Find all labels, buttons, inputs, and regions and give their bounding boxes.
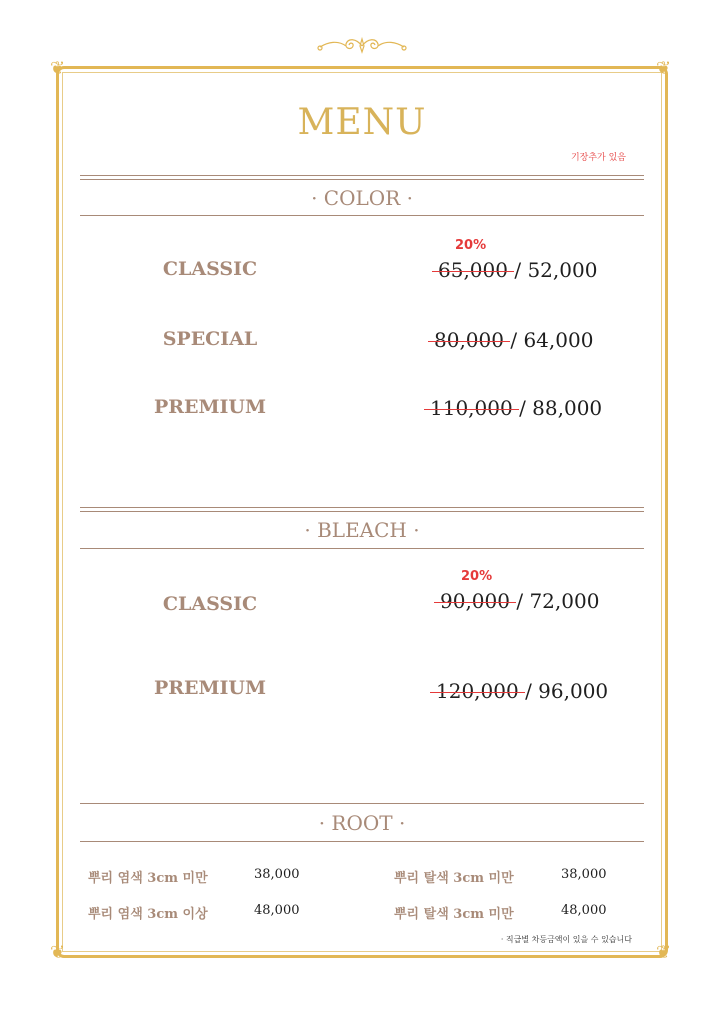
color-item-price bbox=[438, 258, 597, 282]
root-item-price: 38,000 bbox=[561, 867, 607, 882]
footnote: · 직급별 차등금액이 있을 수 있습니다 bbox=[500, 935, 632, 944]
color-discount-badge: 20% bbox=[455, 238, 487, 253]
bleach-item-price bbox=[436, 679, 608, 703]
color-item-price bbox=[430, 396, 602, 420]
new-price: / 88,000 bbox=[519, 396, 603, 420]
section-divider bbox=[80, 179, 644, 180]
corner-flourish-icon: ❦ bbox=[50, 942, 66, 963]
root-item-price: 48,000 bbox=[561, 903, 607, 918]
root-item-label: 뿌리 탈색 3cm 미만 bbox=[394, 907, 514, 922]
section-divider bbox=[80, 175, 644, 176]
root-item-label: 뿌리 염색 3cm 이상 bbox=[88, 907, 208, 922]
scroll-ornament-icon bbox=[312, 36, 412, 56]
section-divider bbox=[80, 215, 644, 216]
old-price: 110,000 bbox=[430, 396, 513, 420]
bleach-item-name: PREMIUM bbox=[153, 677, 267, 699]
page-title: MENU bbox=[297, 102, 427, 143]
bleach-discount-badge: 20% bbox=[461, 569, 493, 584]
root-item-price: 38,000 bbox=[254, 867, 300, 882]
bleach-heading: · BLEACH · bbox=[304, 518, 420, 542]
old-price: 65,000 bbox=[438, 258, 508, 282]
corner-flourish-icon: ❦ bbox=[656, 942, 672, 963]
length-surcharge-note: 기장추가 있음 bbox=[570, 153, 626, 163]
old-price: 90,000 bbox=[440, 589, 510, 613]
color-item-name: CLASSIC bbox=[162, 258, 258, 280]
corner-flourish-icon: ❦ bbox=[656, 58, 672, 79]
new-price: / 72,000 bbox=[516, 589, 600, 613]
root-heading: · ROOT · bbox=[318, 811, 406, 835]
color-item-price bbox=[434, 328, 593, 352]
new-price: / 96,000 bbox=[525, 679, 609, 703]
section-divider bbox=[80, 548, 644, 549]
new-price: / 64,000 bbox=[510, 328, 594, 352]
color-item-name: PREMIUM bbox=[153, 396, 267, 418]
color-item-name: SPECIAL bbox=[162, 328, 258, 350]
root-item-price: 48,000 bbox=[254, 903, 300, 918]
section-divider bbox=[80, 803, 644, 804]
root-item-label: 뿌리 염색 3cm 미만 bbox=[88, 871, 208, 886]
section-divider bbox=[80, 841, 644, 842]
color-heading: · COLOR · bbox=[311, 186, 413, 210]
bleach-item-price bbox=[440, 589, 599, 613]
new-price: / 52,000 bbox=[514, 258, 598, 282]
bleach-item-name: CLASSIC bbox=[162, 593, 258, 615]
corner-flourish-icon: ❦ bbox=[50, 58, 66, 79]
old-price: 120,000 bbox=[436, 679, 519, 703]
section-divider bbox=[80, 511, 644, 512]
old-price: 80,000 bbox=[434, 328, 504, 352]
root-item-label: 뿌리 탈색 3cm 미만 bbox=[394, 871, 514, 886]
section-divider bbox=[80, 507, 644, 508]
